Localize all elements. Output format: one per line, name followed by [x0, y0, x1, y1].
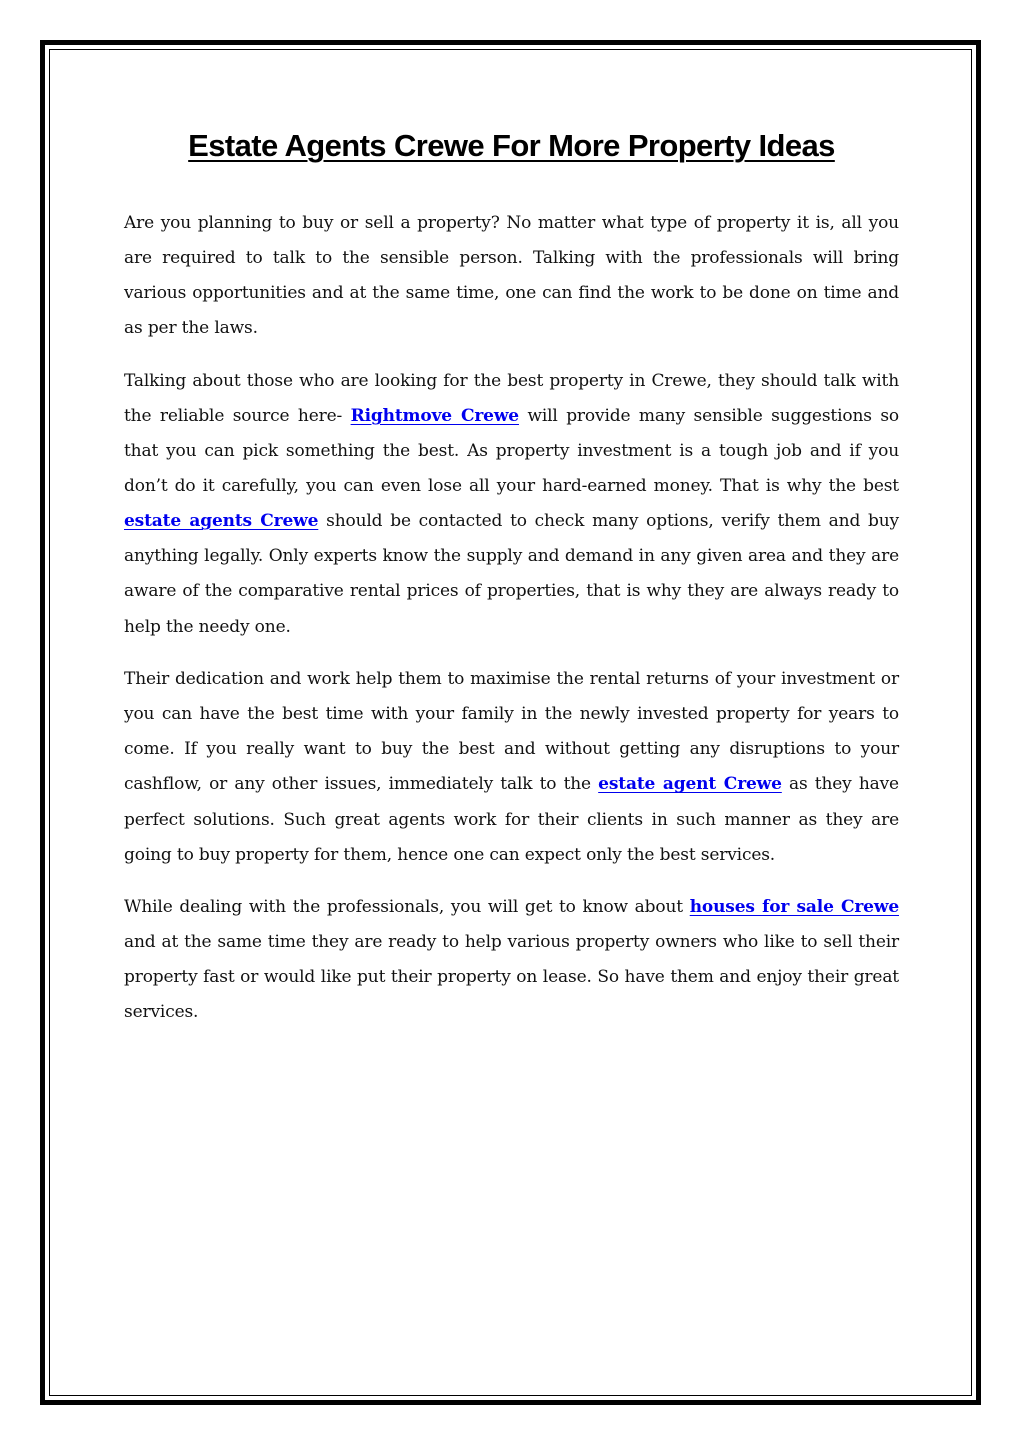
- paragraph-text: While dealing with the professionals, you will get to know about: [124, 897, 690, 918]
- paragraph-text: Are you planning to buy or sell a property? No matter what type of property it is, all you are required to talk to the sensible person. Talking with the professionals will bring various opportunities and at the same time, one can find the work to be done on time and as per the laws.: [124, 213, 899, 339]
- estate-agent-crewe-link[interactable]: estate agent Crewe: [598, 774, 782, 795]
- paragraph-text: will provide many sensible suggestions so that you can pick something the best. As property investment is a tough job and if you don’t do it carefully, you can even lose all your hard-earned money. That is why the best: [124, 405, 899, 497]
- document-title: [0, 124, 1023, 168]
- paragraph-text: should be contacted to check many options, verify them and buy anything legally. Only experts know the supply and demand in any given area and they are aware of the comparative rental prices of properties, that is why they are always ready to help the needy one.: [124, 511, 899, 637]
- paragraph-text: Their dedication and work help them to maximise the rental returns of your investment or you can have the best time with your family in the newly invested property for years to come. If you really want to buy the best and without getting any disruptions to your cashflow, or any other issues, immediately talk to the: [124, 669, 899, 795]
- document-title-text: Estate Agents Crewe For More Property Ideas: [188, 128, 835, 163]
- rightmove-crewe-link[interactable]: Rightmove Crewe: [350, 405, 519, 426]
- estate-agents-crewe-link[interactable]: estate agents Crewe: [124, 511, 319, 532]
- paragraph-2: [124, 364, 899, 645]
- paragraph-1: [124, 206, 899, 346]
- houses-for-sale-crewe-link[interactable]: houses for sale Crewe: [689, 897, 899, 918]
- paragraph-text: and at the same time they are ready to help various property owners who like to sell their property fast or would like put their property on lease. So have them and enjoy their great services.: [124, 932, 899, 1023]
- paragraph-text: as they have perfect solutions. Such great agents work for their clients in such manner as they are going to buy property for them, hence one can expect only the best services.: [124, 774, 899, 865]
- document-body: [124, 206, 899, 1048]
- paragraph-3: [124, 662, 899, 873]
- paragraph-4: [124, 890, 899, 1030]
- paragraph-text: Talking about those who are looking for the best property in Crewe, they should talk with the reliable source here-: [124, 370, 899, 426]
